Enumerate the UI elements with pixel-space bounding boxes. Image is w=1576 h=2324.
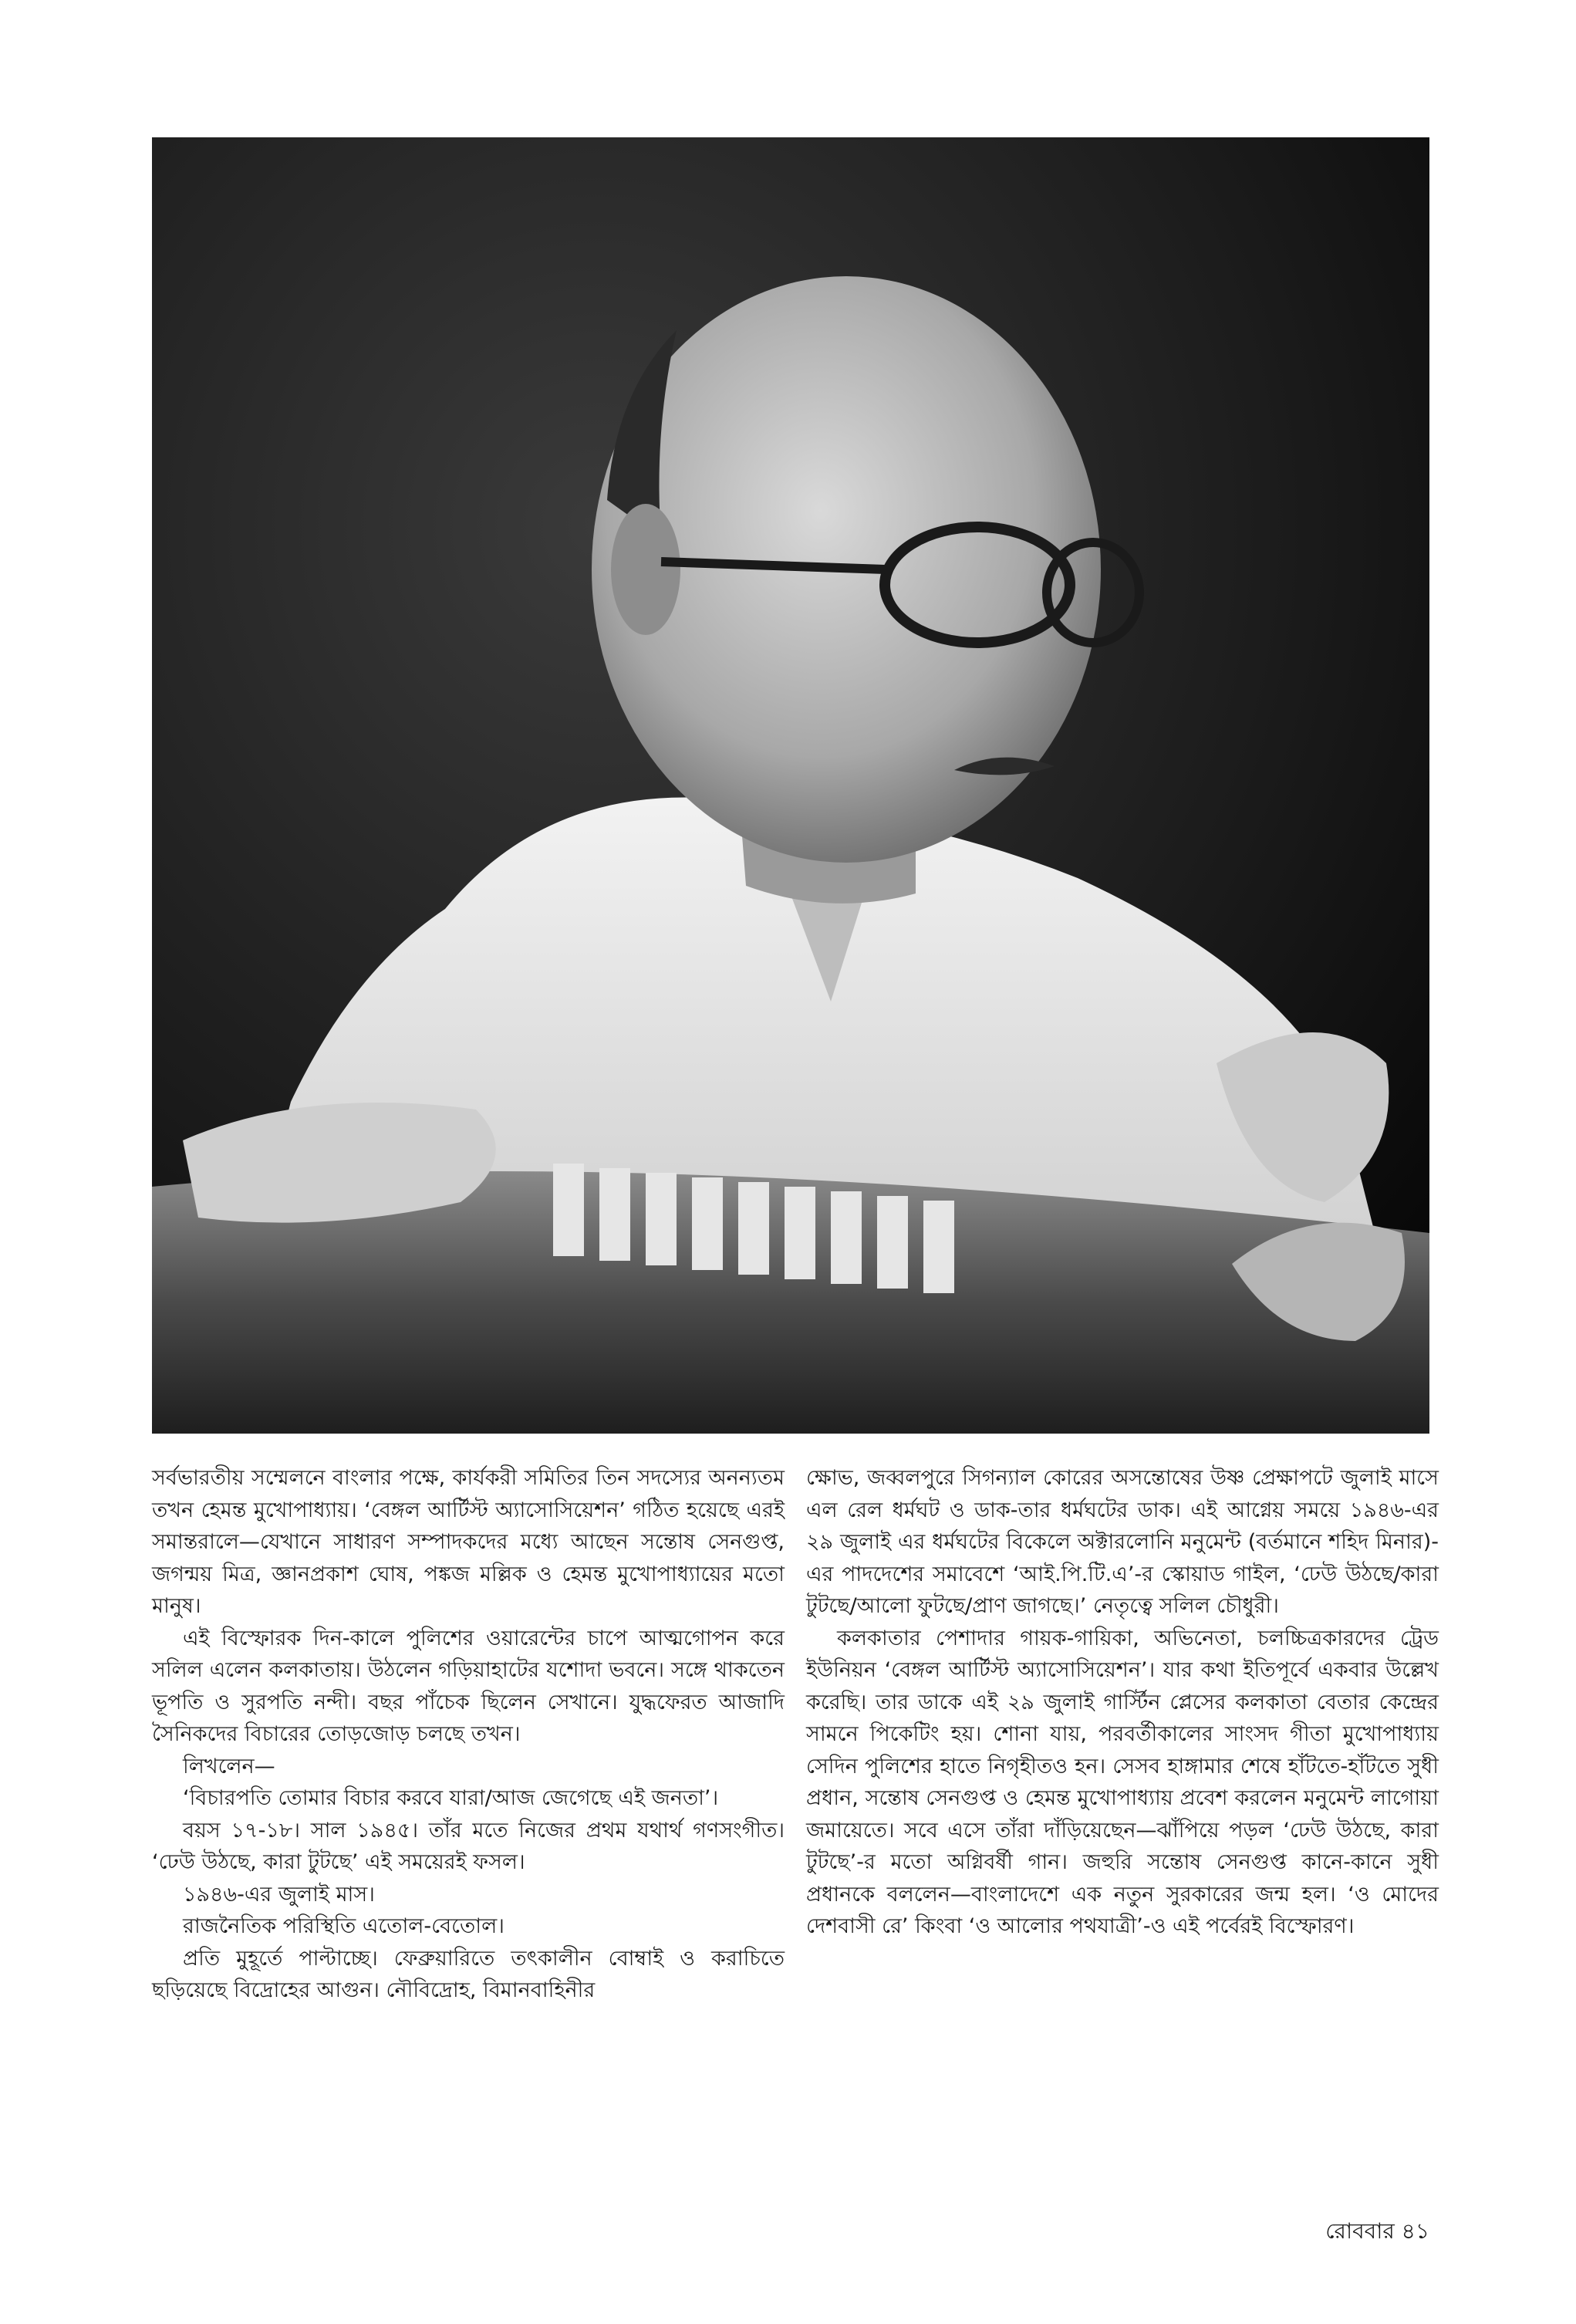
paragraph: রাজনৈতিক পরিস্থিতি এতোল-বেতোল। <box>183 1914 505 1938</box>
photo-illustration <box>152 137 1429 1434</box>
paragraph: ক্ষোভ, জব্বলপুরে সিগন্যাল কোরের অসন্তোষের উষ্ণ প্রেক্ষাপটে জুলাই মাসে এল রেল ধর্মঘট ও ডাক-তার ধর্মঘটের ডাক। এই আগ্নেয় সময়ে ১৯৪৬-এর ২৯ জুলাই এর ধর্মঘটের বিকেলে অক্টারলোনি মনুমেন্ট (বর্তমানে শহিদ মিনার)-এর পাদদেশের সমাবেশে ‘আই.পি.টি.এ’-র স্কোয়াড গাইল, ‘ঢেউ উঠছে/কারা টুটছে/আলো ফুটছে/প্রাণ জাগছে।’ নেতৃত্বে সলিল চৌধুরী। <box>806 1466 1439 1618</box>
paragraph: এই বিস্ফোরক দিন-কালে পুলিশের ওয়ারেন্টের চাপে আত্মগোপন করে সলিল এলেন কলকাতায়। উঠলেন গড়িয়াহাটের যশোদা ভবনে। সঙ্গে থাকতেন ভূপতি ও সুরপতি নন্দী। বছর পাঁচেক ছিলেন সেখানে। যুদ্ধফেরত আজাদি সৈনিকদের বিচারের তোড়জোড় চলছে তখন। <box>152 1626 785 1746</box>
paragraph: কলকাতার পেশাদার গায়ক-গায়িকা, অভিনেতা, চলচ্চিত্রকারদের ট্রেড ইউনিয়ন ‘বেঙ্গল আর্টিস্ট অ্যাসোসিয়েশন’। যার কথা ইতিপূর্বে একবার উল্লেখ করেছি। তার ডাকে এই ২৯ জুলাই গার্স্টিন প্লেসের কলকাতা বেতার কেন্দ্রের সামনে পিকেটিং হয়। শোনা যায়, পরবর্তীকালের সাংসদ গীতা মুখোপাধ্যায় সেদিন পুলিশের হাতে নিগৃহীতও হন। সেসব হাঙ্গামার শেষে হাঁটতে-হাঁটতে সুধী প্রধান, সন্তোষ সেনগুপ্ত ও হেমন্ত মুখোপাধ্যায় প্রবেশ করলেন মনুমেন্ট লাগোয়া জমায়েতে। সবে এসে তাঁরা দাঁড়িয়েছেন—ঝাঁপিয়ে পড়ল ‘ঢেউ উঠছে, কারা টুটছে’-র মতো অগ্নিবর্ষী গান। জহুরি সন্তোষ সেনগুপ্ত কানে-কানে সুধী প্রধানকে বললেন—বাংলাদেশে এক নতুন সুরকারের জন্ম হল। ‘ও মোদের দেশবাসী রে’ কিংবা ‘ও আলোর পথযাত্রী’-ও এই পর্বেরই বিস্ফোরণ। <box>806 1626 1439 1938</box>
paragraph: বয়স ১৭-১৮। সাল ১৯৪৫। তাঁর মতে নিজের প্রথম যথার্থ গণসংগীত। ‘ঢেউ উঠছে, কারা টুটছে’ এই সময়েরই ফসল। <box>152 1818 785 1874</box>
paragraph: লিখলেন— <box>183 1754 275 1778</box>
paragraph: ‘বিচারপতি তোমার বিচার করবে যারা/আজ জেগেছে এই জনতা’। <box>183 1786 719 1810</box>
page-footer: রোববার ৪১ <box>1325 2218 1429 2244</box>
right-text-column <box>806 1462 1439 1943</box>
paragraph: প্রতি মুহূর্তে পাল্টাচ্ছে। ফেব্রুয়ারিতে তৎকালীন বোম্বাই ও করাচিতে ছড়িয়েছে বিদ্রোহের আগুন। নৌবিদ্রোহ, বিমানবাহিনীর <box>152 1946 785 2002</box>
paragraph: ১৯৪৬-এর জুলাই মাস। <box>183 1882 375 1907</box>
photo <box>152 137 1429 1434</box>
left-text-column <box>152 1462 785 2007</box>
paragraph: সর্বভারতীয় সম্মেলনে বাংলার পক্ষে, কার্যকরী সমিতির তিন সদস্যের অনন্যতম তখন হেমন্ত মুখোপাধ্যায়। ‘বেঙ্গল আর্টিস্ট অ্যাসোসিয়েশন’ গঠিত হয়েছে এরই সমান্তরালে—যেখানে সাধারণ সম্পাদকদের মধ্যে আছেন সন্তোষ সেনগুপ্ত, জগন্ময় মিত্র, জ্ঞানপ্রকাশ ঘোষ, পঙ্কজ মল্লিক ও হেমন্ত মুখোপাধ্যায়ের মতো মানুষ। <box>152 1466 785 1618</box>
